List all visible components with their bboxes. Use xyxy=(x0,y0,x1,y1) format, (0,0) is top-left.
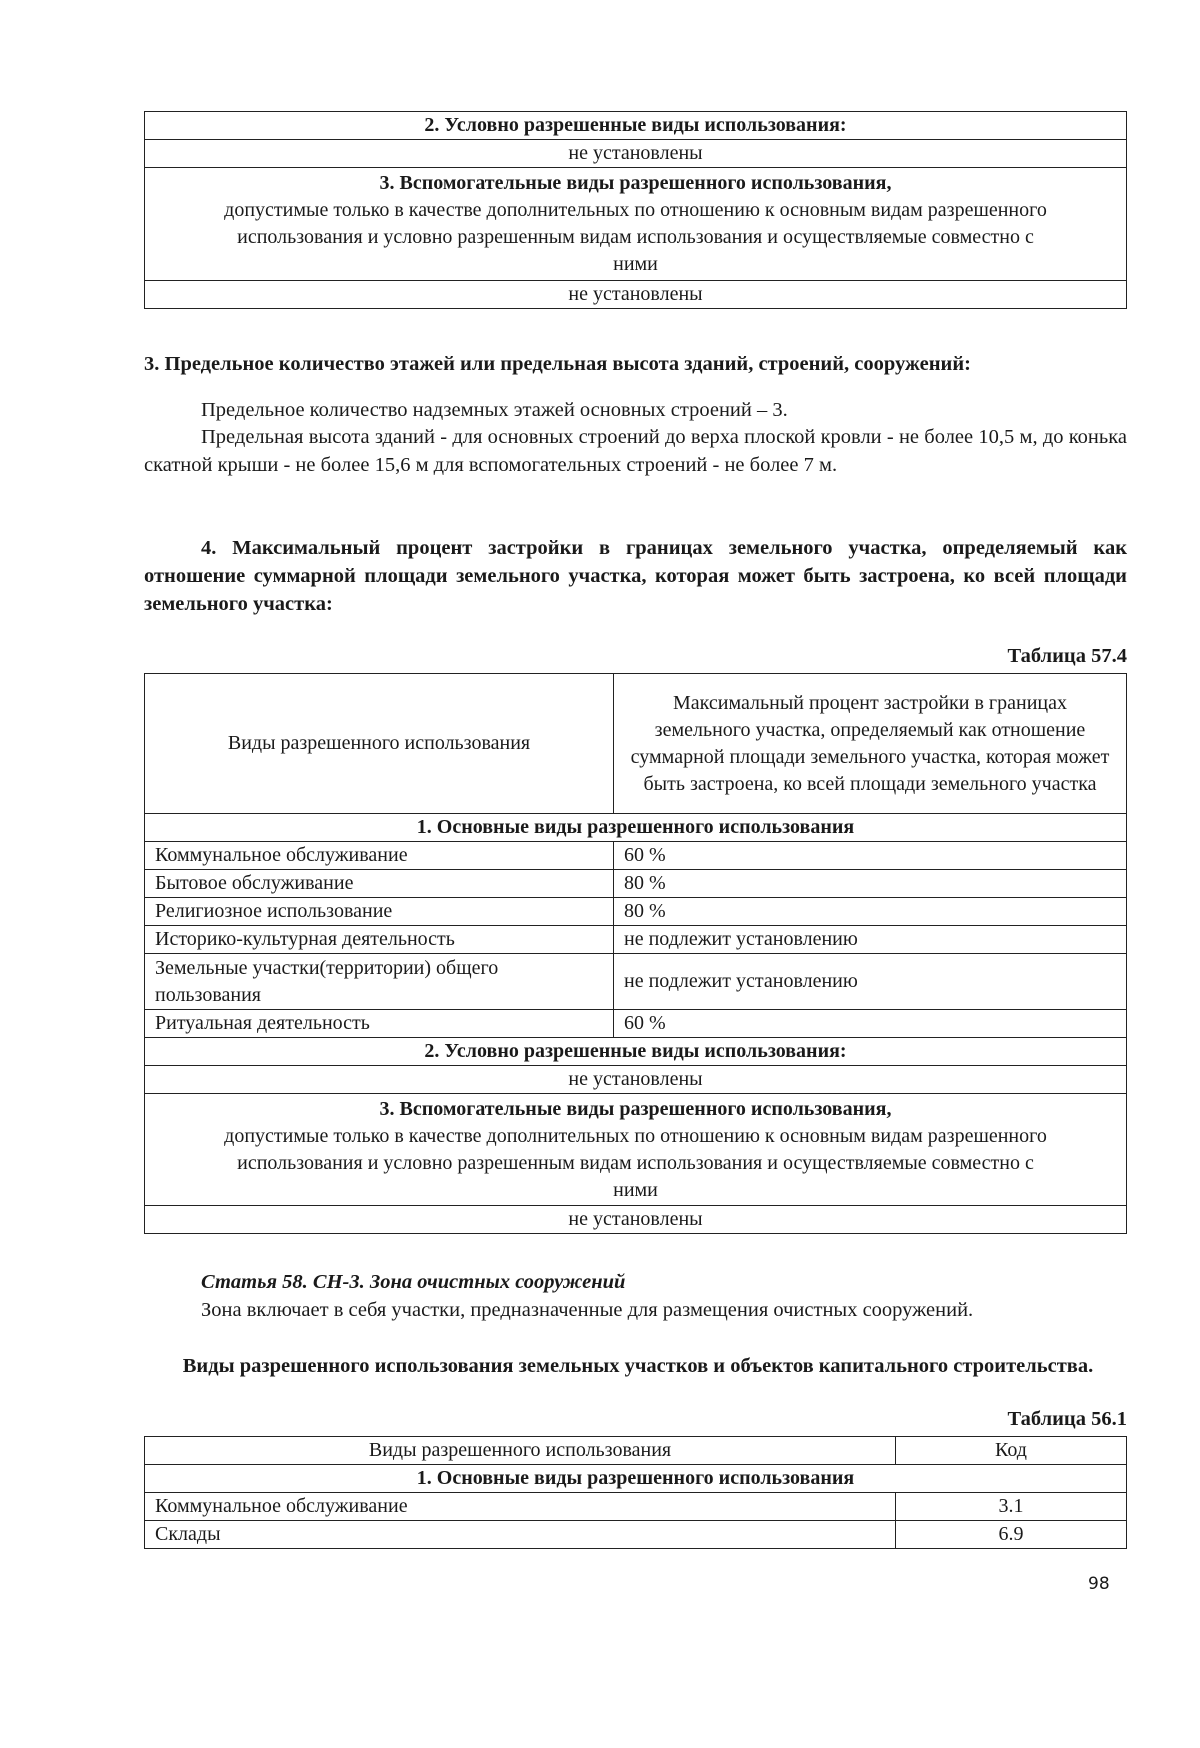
table-row-value: 60 % xyxy=(614,842,1127,870)
table-row-code: 3.1 xyxy=(896,1493,1127,1521)
table-57-4-header-use: Виды разрешенного использования xyxy=(145,674,614,814)
table-57-4-section1-title: 1. Основные виды разрешенного использования xyxy=(145,814,1127,842)
section3-desc: допустимые только в качестве дополнительных по отношению к основным видам разрешенного использования и условно разрешенным видам использования и осуществляемые совместно с ними xyxy=(224,199,1047,275)
table-57-4-section2-title: 2. Условно разрешенные виды использования: xyxy=(145,1038,1127,1066)
top-zone-table xyxy=(144,111,1127,309)
table-56-1-section1-title: 1. Основные виды разрешенного использования xyxy=(145,1465,1127,1493)
table-row-value: 80 % xyxy=(614,870,1127,898)
table-row-value: 80 % xyxy=(614,898,1127,926)
table-row-use: Религиозное использование xyxy=(145,898,614,926)
floors-paragraph-2: Предельная высота зданий - для основных строений до верха плоской кровли - не более 10,5 м, до конька скатной крыши - не более 15,6 м для вспомогательных строений - не более 7 м. xyxy=(144,426,1127,476)
table-row-use: Коммунальное обслуживание xyxy=(145,842,614,870)
table-57-4-caption: Таблица 57.4 xyxy=(1007,645,1127,667)
section2-title: 2. Условно разрешенные виды использования: xyxy=(145,112,1127,140)
table-57-4-header-percent: Максимальный процент застройки в границах земельного участка, определяемый как отношение суммарной площади земельного участка, которая может быть застроена, ко всей площади земельного участка xyxy=(614,674,1127,814)
table-56-1-caption: Таблица 56.1 xyxy=(1007,1408,1127,1430)
table-57-4-section2-value: не установлены xyxy=(145,1066,1127,1094)
table-row-use: Ритуальная деятельность xyxy=(145,1010,614,1038)
table-row-use: Склады xyxy=(145,1521,896,1549)
article-heading: Виды разрешенного использования земельных участков и объектов капитального строительства. xyxy=(182,1355,1094,1377)
table-57-4 xyxy=(144,673,1127,1234)
article-title: Статья 58. СН-3. Зона очистных сооружений xyxy=(201,1271,626,1293)
table-56-1 xyxy=(144,1436,1127,1549)
page-number: 98 xyxy=(1088,1574,1110,1594)
coverage-heading: 4. Максимальный процент застройки в границах земельного участка, определяемый как отношение суммарной площади земельного участка, которая может быть застроена, ко всей площади земельного участка: xyxy=(144,537,1127,615)
table-row-use: Земельные участки(территории) общего пользования xyxy=(145,954,614,1010)
table-57-4-section3-cell xyxy=(145,1094,1127,1206)
table-57-4-section3-desc: допустимые только в качестве дополнительных по отношению к основным видам разрешенного использования и условно разрешенным видам использования и осуществляемые совместно с ними xyxy=(224,1124,1047,1201)
floors-heading: 3. Предельное количество этажей или предельная высота зданий, строений, сооружений: xyxy=(144,353,971,375)
section3-value: не установлены xyxy=(145,281,1127,309)
table-57-4-section3-value: не установлены xyxy=(145,1206,1127,1234)
floors-paragraph-1: Предельное количество надземных этажей основных строений – 3. xyxy=(201,399,788,421)
section3-cell xyxy=(145,168,1127,281)
table-row-use: Бытовое обслуживание xyxy=(145,870,614,898)
table-row-value: 60 % xyxy=(614,1010,1127,1038)
table-row-use: Коммунальное обслуживание xyxy=(145,1493,896,1521)
section3-title: 3. Вспомогательные виды разрешенного использования, xyxy=(379,172,892,194)
table-56-1-header-code: Код xyxy=(896,1437,1127,1465)
table-row-use: Историко-культурная деятельность xyxy=(145,926,614,954)
table-row-code: 6.9 xyxy=(896,1521,1127,1549)
article-text: Зона включает в себя участки, предназначенные для размещения очистных сооружений. xyxy=(201,1299,974,1321)
table-57-4-section3-title: 3. Вспомогательные виды разрешенного использования, xyxy=(379,1097,892,1120)
table-row-value: не подлежит установлению xyxy=(614,926,1127,954)
table-row-value: не подлежит установлению xyxy=(614,954,1127,1010)
table-56-1-header-use: Виды разрешенного использования xyxy=(145,1437,896,1465)
section2-value: не установлены xyxy=(145,140,1127,168)
